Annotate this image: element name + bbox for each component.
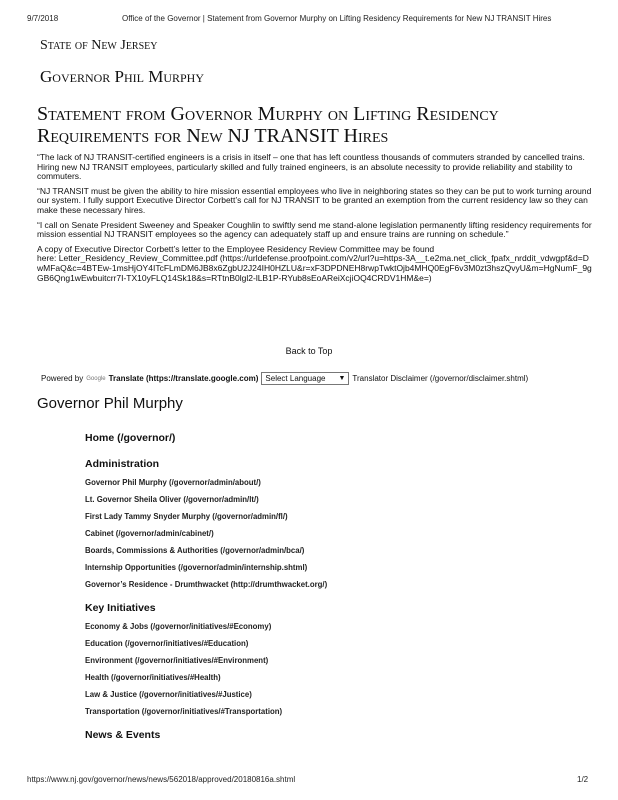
nav-item[interactable]: Internship Opportunities (/governor/admin/internship.shtml) bbox=[85, 563, 308, 572]
nav-item[interactable]: Environment (/governor/initiatives/#Environment) bbox=[85, 656, 269, 665]
paragraph-1: “The lack of NJ TRANSIT-certified engineers is a crisis in itself – one that has left countless thousands of commuters stranded by cancelled trains. Hiring new NJ TRANSIT employees, particularly skilled and fully trained engineers, is an absolute necessity to provide reliability and stability to commuters. bbox=[37, 152, 585, 182]
language-select-value: Select Language bbox=[265, 374, 326, 383]
nav-item[interactable]: Governor Phil Murphy (/governor/admin/about/) bbox=[85, 478, 261, 487]
nav-item[interactable]: Transportation (/governor/initiatives/#Transportation) bbox=[85, 707, 283, 716]
paragraph-3: “I call on Senate President Sweeney and Speaker Coughlin to swiftly send me stand-alone legislation permanently lifting residency requirements for mission essential NJ TRANSIT employees so the agency can adequately staff up and ensure trains are running on schedule.” bbox=[37, 219, 592, 240]
statement-body bbox=[37, 153, 592, 283]
powered-by-label: Powered by bbox=[41, 374, 84, 383]
translator-disclaimer-link[interactable]: Translator Disclaimer (/governor/disclaimer.shtml) bbox=[352, 374, 529, 383]
google-logo: Google bbox=[86, 375, 106, 382]
letter-link[interactable]: here: Letter_Residency_Review_Committee.pdf (https://urldefense.proofpoint.com/v2/url?u=https-3A__t.e2ma.net_click_fpafx_nrddit_vdwgpf&d=DwMFaQ&c=4BTEw-1msHjOY4ITcFLmDM6JB8x6ZgbU2J24IH0HZLU&r=xF3DPDNEH8rwpTwktOjb4MHQ0EgF6v3M0zt3hszQvyU&m=HgNumF_9gGB6Qng1wEwbuitcrr7I-TX10yFLQ14Sk18&s=RTtnB0lgl2-lLB1P-RYub8sEoAReiXcjiOQ4CRDV1HM&e=) bbox=[37, 253, 592, 283]
nav-item[interactable]: Governor’s Residence - Drumthwacket (http://drumthwacket.org/) bbox=[85, 580, 328, 589]
language-select[interactable] bbox=[261, 372, 349, 385]
footer-nav bbox=[85, 432, 585, 741]
nav-item[interactable]: Lt. Governor Sheila Oliver (/governor/admin/lt/) bbox=[85, 495, 259, 504]
nav-item[interactable]: Cabinet (/governor/admin/cabinet/) bbox=[85, 529, 214, 538]
nav-item[interactable]: Boards, Commissions & Authorities (/governor/admin/bca/) bbox=[85, 546, 305, 555]
nav-item[interactable]: First Lady Tammy Snyder Murphy (/governor/admin/fl/) bbox=[85, 512, 288, 521]
state-link[interactable]: State of New Jersey bbox=[40, 38, 158, 53]
nav-news-events[interactable]: News & Events bbox=[85, 729, 161, 741]
nav-initiatives-heading: Key Initiatives bbox=[85, 602, 156, 614]
dropdown-arrow-icon: ▼ bbox=[338, 375, 346, 382]
governor-link[interactable]: Governor Phil Murphy bbox=[40, 67, 205, 86]
nav-item[interactable]: Education (/governor/initiatives/#Education) bbox=[85, 639, 249, 648]
nav-home[interactable]: Home (/governor/) bbox=[85, 432, 176, 444]
print-title: Office of the Governor | Statement from Governor Murphy on Lifting Residency Requirements for New NJ TRANSIT Hires bbox=[122, 14, 552, 23]
nav-administration-heading: Administration bbox=[85, 458, 160, 470]
translate-link[interactable]: Translate (https://translate.google.com) bbox=[108, 374, 259, 383]
page-title: Statement from Governor Murphy on Lifting Residency Requirements for New NJ TRANSIT Hires bbox=[37, 103, 499, 147]
footer-governor-heading: Governor Phil Murphy bbox=[37, 395, 183, 412]
nav-item[interactable]: Economy & Jobs (/governor/initiatives/#Economy) bbox=[85, 622, 272, 631]
nav-item[interactable]: Law & Justice (/governor/initiatives/#Justice) bbox=[85, 690, 252, 699]
translate-bar bbox=[41, 372, 528, 385]
print-url: https://www.nj.gov/governor/news/news/562018/approved/20180816a.shtml bbox=[27, 775, 296, 784]
print-page-number: 1/2 bbox=[577, 775, 589, 784]
print-date: 9/7/2018 bbox=[27, 14, 59, 23]
letter-intro: A copy of Executive Director Corbett’s letter to the Employee Residency Review Committee may be found bbox=[37, 243, 435, 254]
nav-item[interactable]: Health (/governor/initiatives/#Health) bbox=[85, 673, 221, 682]
paragraph-2: “NJ TRANSIT must be given the ability to hire mission essential employees who live in neighboring states so they can be put to work turning around our system. I fully support Executive Director Corbett’s call for NJ TRANSIT to be granted an exemption from the current residency law so they can make these necessary hires. bbox=[37, 185, 592, 215]
back-to-top-link[interactable]: Back to Top bbox=[285, 346, 333, 356]
